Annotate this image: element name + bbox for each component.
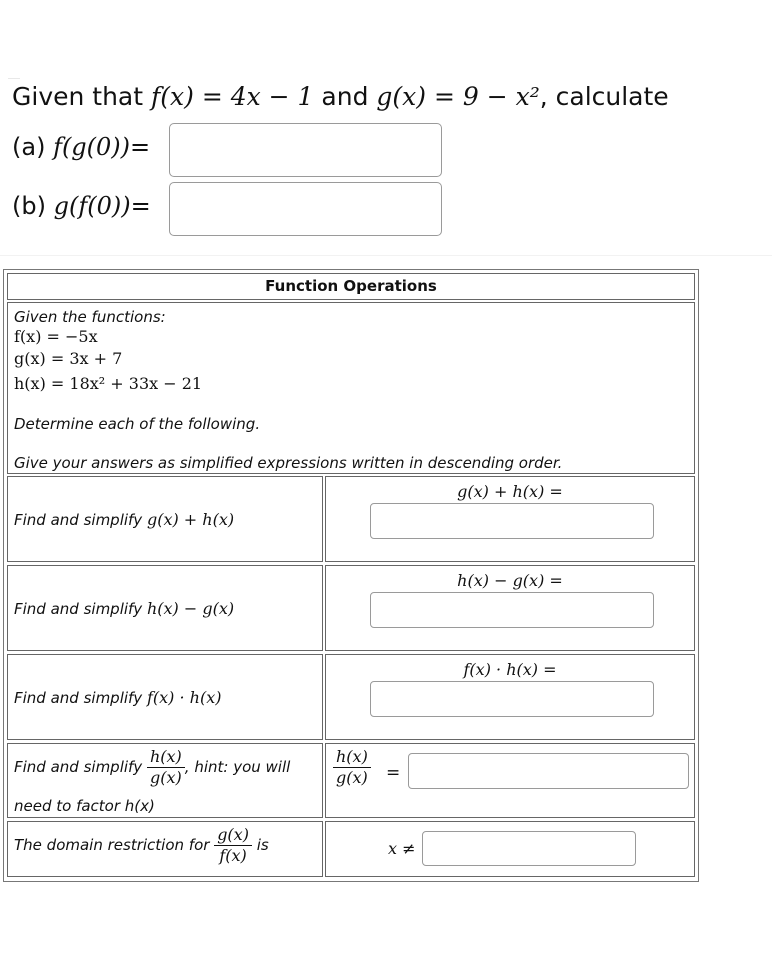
difference-prompt: Find and simplify (14, 600, 147, 618)
sum-prompt: Find and simplify (14, 511, 147, 529)
question-section (0, 0, 772, 258)
calculate-word: , calculate (539, 82, 669, 111)
part-b-answer-input[interactable] (169, 182, 442, 236)
quotient-answer-input[interactable] (408, 753, 689, 789)
table-title: Function Operations (7, 273, 695, 300)
difference-expression: h(x) − g(x) (146, 599, 235, 618)
part-b-label: (b) (12, 192, 54, 220)
instructions-text: Give your answers as simplified expressions written in descending order. (14, 454, 563, 472)
section-separator (0, 255, 772, 256)
domain-prompt-cell (7, 821, 323, 877)
sum-answer-label: g(x) + h(x) = (457, 482, 563, 501)
part-a (12, 133, 150, 161)
domain-answer-input[interactable] (422, 831, 636, 866)
domain-lhs: x ≠ (388, 839, 416, 858)
product-answer-label: f(x) · h(x) = (463, 660, 557, 679)
given-functions-cell (7, 302, 695, 474)
given-label: Given the functions: (14, 308, 166, 326)
divider (8, 78, 20, 79)
part-b (12, 192, 151, 220)
domain-denominator: f(x) (219, 846, 247, 865)
quotient-numerator: h(x) (147, 747, 185, 768)
difference-answer-input[interactable] (370, 592, 654, 628)
domain-answer-cell (325, 821, 695, 877)
quotient-denominator: g(x) (150, 768, 182, 787)
g-definition: g(x) = 9 − x² (376, 82, 540, 111)
f-function: f(x) = −5x (14, 327, 98, 346)
product-answer-cell (325, 654, 695, 740)
part-a-equals: = (130, 133, 151, 161)
part-b-expression: g(f(0)) (53, 192, 131, 220)
quotient-hint: , hint: you will (184, 758, 291, 776)
product-answer-input[interactable] (370, 681, 654, 717)
domain-numerator: g(x) (214, 825, 252, 846)
difference-answer-cell (325, 565, 695, 651)
h-function: h(x) = 18x² + 33x − 21 (14, 374, 203, 393)
product-prompt-cell (7, 654, 323, 740)
question-text (12, 82, 669, 111)
part-a-answer-input[interactable] (169, 123, 442, 177)
quotient-answer-denominator: g(x) (336, 768, 368, 787)
part-a-label: (a) (12, 133, 54, 161)
quotient-answer-numerator: h(x) (333, 747, 371, 768)
quotient-equals: = (386, 763, 401, 783)
difference-prompt-cell (7, 565, 323, 651)
quotient-prompt-cell (7, 743, 323, 818)
determine-text: Determine each of the following. (14, 415, 261, 433)
g-function: g(x) = 3x + 7 (14, 349, 123, 368)
domain-prompt: The domain restriction for (14, 836, 215, 854)
product-prompt: Find and simplify (14, 689, 147, 707)
product-expression: f(x) · h(x) (146, 688, 222, 707)
domain-fraction (214, 825, 252, 866)
quotient-hint-continued: need to factor h(x) (14, 797, 155, 815)
difference-answer-label: h(x) − g(x) = (457, 571, 563, 590)
quotient-prompt: Find and simplify (14, 758, 147, 776)
sum-answer-input[interactable] (370, 503, 654, 539)
quotient-answer-cell (325, 743, 695, 818)
and-word: and (313, 82, 377, 111)
part-a-expression: f(g(0)) (53, 133, 131, 161)
sum-expression: g(x) + h(x) (146, 510, 235, 529)
domain-is: is (251, 836, 269, 854)
sum-answer-cell (325, 476, 695, 562)
sum-prompt-cell (7, 476, 323, 562)
quotient-answer-fraction (333, 747, 371, 788)
quotient-fraction (147, 747, 185, 788)
part-b-equals: = (130, 192, 151, 220)
given-prefix: Given that (12, 82, 152, 111)
function-operations-table (3, 269, 699, 882)
f-definition: f(x) = 4x − 1 (151, 82, 314, 111)
